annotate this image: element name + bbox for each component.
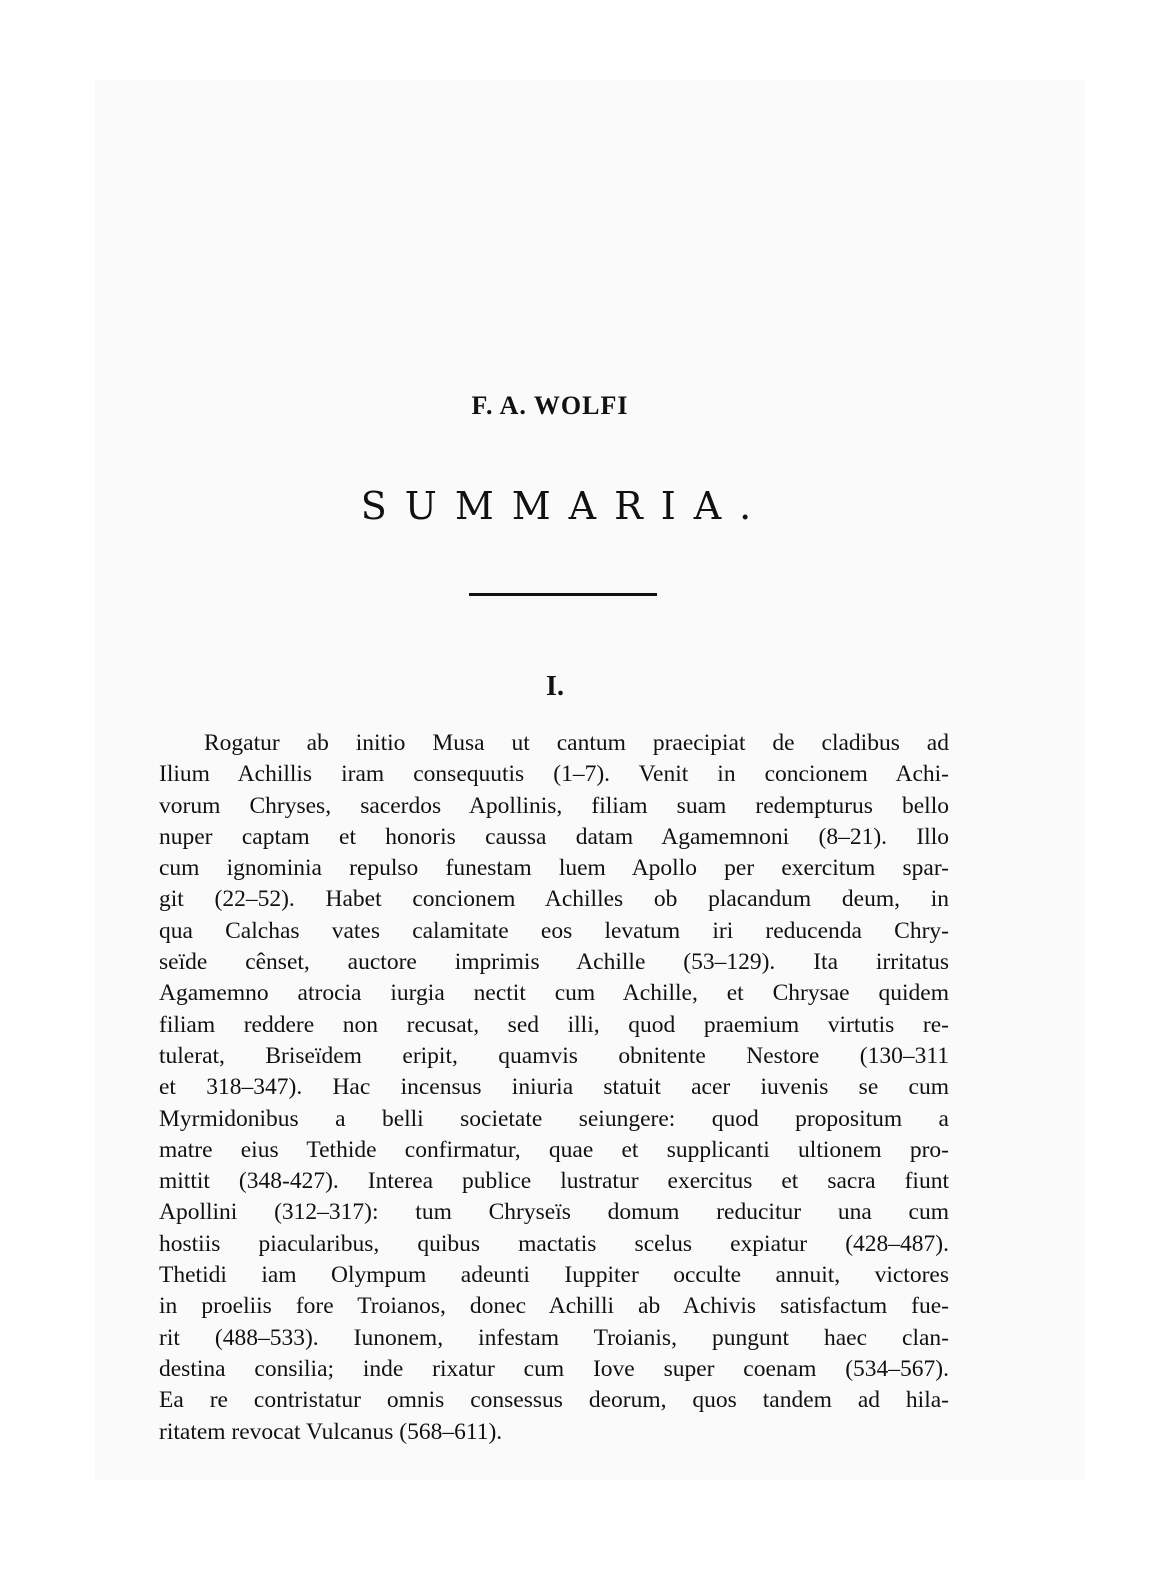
- text-line: cum ignominia repulso funestam luem Apollo per exercitum spar-: [159, 855, 949, 882]
- divider-rule: [469, 593, 657, 596]
- text-line: Myrmidonibus a belli societate seiungere: quod propositum a: [159, 1105, 949, 1132]
- text-line: Rogatur ab initio Musa ut cantum praecipiat de cladibus ad: [204, 730, 949, 756]
- text-line: Ilium Achillis iram consequutis (1–7). Venit in concionem Achi-: [159, 761, 949, 788]
- text-line: destina consilia; inde rixatur cum Iove super coenam (534–567).: [159, 1355, 949, 1382]
- summary-paragraph: [159, 728, 949, 1448]
- text-line: git (22–52). Habet concionem Achilles ob placandum deum, in: [159, 886, 949, 913]
- text-line: rit (488–533). Iunonem, infestam Troianis, pungunt haec clan-: [159, 1324, 949, 1351]
- text-line: Apollini (312–317): tum Chryseïs domum reducitur una cum: [159, 1199, 949, 1226]
- text-line: Thetidi iam Olympum adeunti Iuppiter occulte annuit, victores: [159, 1262, 949, 1289]
- text-line: matre eius Tethide confirmatur, quae et supplicanti ultionem pro-: [159, 1136, 949, 1163]
- text-line: Agamemno atrocia iurgia nectit cum Achille, et Chrysae quidem: [159, 980, 949, 1007]
- text-line: Ea re contristatur omnis consessus deorum, quos tandem ad hila-: [159, 1387, 949, 1414]
- text-line: ritatem revocat Vulcanus (568–611).: [159, 1418, 503, 1445]
- author-heading: F. A. WOLFI: [471, 391, 629, 420]
- text-line: hostiis piacularibus, quibus mactatis scelus expiatur (428–487).: [159, 1230, 949, 1257]
- text-line: filiam reddere non recusat, sed illi, quod praemium virtutis re-: [159, 1011, 949, 1038]
- text-line: seïde cênset, auctore imprimis Achille (53–129). Ita irritatus: [159, 949, 949, 976]
- text-line: qua Calchas vates calamitate eos levatum iri reducenda Chry-: [159, 917, 949, 944]
- text-line: tulerat, Briseïdem eripit, quamvis obnitente Nestore (130–311: [159, 1042, 949, 1069]
- text-line: nuper captam et honoris caussa datam Agamemnoni (8–21). Illo: [159, 823, 949, 850]
- section-number: I.: [546, 671, 564, 702]
- page-title: SUMMARIA.: [360, 484, 770, 528]
- text-line: mittit (348-427). Interea publice lustratur exercitus et sacra fiunt: [159, 1168, 949, 1195]
- text-line: in proeliis fore Troianos, donec Achilli ab Achivis satisfactum fue-: [159, 1293, 949, 1320]
- text-line: vorum Chryses, sacerdos Apollinis, filiam suam redempturus bello: [159, 792, 949, 819]
- text-line: et 318–347). Hac incensus iniuria statuit acer iuvenis se cum: [159, 1074, 949, 1101]
